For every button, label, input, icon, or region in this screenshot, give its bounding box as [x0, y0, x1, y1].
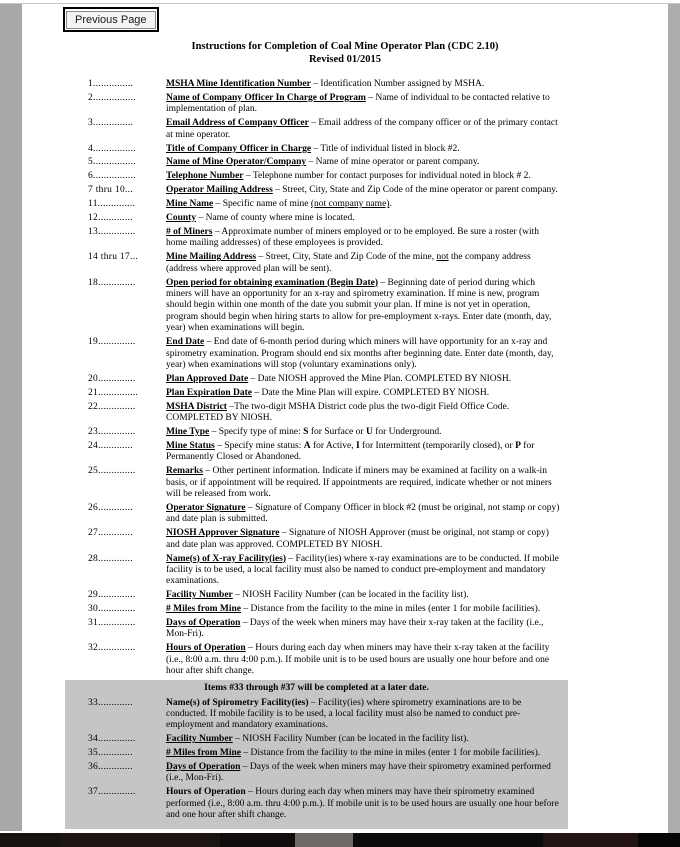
item-text: Mine Mailing Address – Street, City, State and Zip Code of the mine, not the company address (address where approved plan will be sent). — [166, 252, 531, 274]
item-number: 35............. — [88, 748, 133, 759]
item-term: Mine Status — [166, 440, 215, 451]
item-text: # Miles from Mine – Distance from the facility to the mine in miles (enter 1 for mobile facilities). — [166, 748, 541, 759]
instruction-list — [22, 79, 668, 678]
item-number: 32.............. — [88, 643, 136, 654]
item-text: Name of Company Officer In Charge of Program – Name of individual to be contacted relative to implementation of plan. — [166, 92, 550, 115]
item-term: Facility Number — [166, 734, 233, 745]
item-term: Operator Signature — [166, 502, 246, 513]
item-number: 23.............. — [88, 426, 136, 437]
item-term: MSHA Mine Identification Number — [166, 79, 311, 89]
item-number: 12............. — [88, 213, 133, 224]
item-term: Name of Mine Operator/Company — [166, 157, 307, 168]
later-instruction-list — [65, 698, 568, 822]
item-text: Name(s) of X-ray Facility(ies) – Facility(ies) where x-ray examinations are to be conducted. If mobile facility is to be used, a local facility must also be named to conduct pre-employment and mandatory examinations. — [166, 553, 559, 587]
later-date-section — [65, 680, 568, 829]
item-term: Email Address of Company Officer — [166, 118, 309, 129]
left-gutter — [0, 4, 22, 831]
item-text: # Miles from Mine – Distance from the facility to the mine in miles (enter 1 for mobile facilities). — [166, 604, 541, 615]
instruction-item — [88, 118, 560, 141]
instruction-item — [88, 503, 560, 526]
item-text: Open period for obtaining examination (Begin Date) – Beginning date of period during which miners will have an opportunity for an x-ray and spirometry examination. If mine is new, program should begin within one month of the date you submit your plan. If mine is not yet in operation, program should begin when hiring starts to allow for pre-employment x-rays. Enter date (month, day, year) when examinations will begin. — [166, 277, 552, 334]
item-number: 1............... — [88, 79, 134, 89]
bottom-strip-segment — [353, 833, 543, 847]
item-text: Plan Approved Date – Date NIOSH approved the Mine Plan. COMPLETED BY NIOSH. — [166, 373, 512, 384]
item-number: 6................ — [88, 171, 136, 182]
previous-page-button[interactable]: Previous Page — [66, 11, 156, 29]
item-number: 18.............. — [88, 277, 136, 288]
item-text: Hours of Operation – Hours during each day when miners may have their spirometry examined performed (i.e., 8:00 a.m. thru 4:00 p.m.). If mobile unit is to be used hours are usually one hour before and one hour after shift change. — [166, 787, 559, 821]
instruction-item — [88, 185, 560, 196]
item-term: Remarks — [166, 466, 203, 477]
item-text: Mine Name – Specific name of mine (not company name). — [166, 199, 392, 210]
item-term: Mine Mailing Address — [166, 252, 257, 263]
bottom-strip-segment — [60, 833, 220, 847]
item-term: Facility Number — [166, 590, 233, 601]
instruction-item — [88, 787, 560, 821]
item-number: 37.............. — [88, 787, 136, 798]
item-text: Email Address of Company Officer – Email address of the company officer or of the primary contact at mine operator. — [166, 118, 558, 140]
item-term: # of Miners — [166, 226, 213, 237]
item-text: Days of Operation – Days of the week when miners may have their x-ray taken at the facility (i.e., Mon-Fri). — [166, 618, 544, 640]
item-number: 28............. — [88, 553, 133, 564]
bottom-strip-segment — [220, 833, 295, 847]
item-text: Facility Number – NIOSH Facility Number (can be located in the facility list). — [166, 734, 469, 745]
item-number: 24............. — [88, 440, 133, 451]
item-term: # Miles from Mine — [166, 748, 242, 759]
item-number: 3............... — [88, 118, 134, 129]
instruction-item — [88, 278, 560, 335]
previous-page-button-focus-ring — [63, 7, 159, 32]
item-text: Mine Type – Specify type of mine: S for Surface or U for Underground. — [166, 426, 442, 437]
item-term: Plan Expiration Date — [166, 387, 253, 398]
instruction-item — [88, 618, 560, 641]
item-text: County – Name of county where mine is located. — [166, 213, 355, 224]
item-number: 34.............. — [88, 734, 136, 745]
item-number: 14 thru 17... — [88, 252, 139, 263]
item-term: Mine Name — [166, 199, 214, 210]
instruction-item — [88, 554, 560, 588]
item-number: 26............. — [88, 502, 133, 513]
item-term: Days of Operation — [166, 618, 241, 629]
instruction-item — [88, 734, 560, 745]
item-text: Telephone Number – Telephone number for contact purposes for individual noted in block # 2. — [166, 171, 531, 182]
item-number: 36............. — [88, 762, 133, 773]
item-text: NIOSH Approver Signature – Signature of NIOSH Approver (must be original, not stamp or copy) and date plan was approved. COMPLETED BY NIOSH. — [166, 528, 549, 550]
instruction-item — [88, 466, 560, 500]
item-number: 29.............. — [88, 590, 136, 601]
instruction-item — [88, 604, 560, 615]
item-term: Telephone Number — [166, 171, 244, 182]
document-subtitle: Revised 01/2015 — [308, 54, 382, 65]
bottom-strip-segment — [543, 833, 638, 847]
item-term: Operator Mailing Address — [166, 185, 273, 196]
right-gutter — [668, 4, 680, 838]
item-term: Hours of Operation — [166, 643, 246, 654]
instruction-item — [88, 93, 560, 116]
instruction-item — [88, 227, 560, 250]
item-number: 4................ — [88, 143, 136, 154]
item-number: 2................ — [88, 92, 136, 103]
instruction-item — [88, 199, 560, 210]
bottom-strip-segment — [638, 833, 680, 847]
item-number: 21............... — [88, 387, 139, 398]
item-text: Days of Operation – Days of the week when miners may have their spirometry examined performed (i.e., Mon-Fri). — [166, 762, 551, 784]
item-text: Plan Expiration Date – Date the Mine Plan will expire. COMPLETED BY NIOSH. — [166, 387, 490, 398]
item-term: Plan Approved Date — [166, 373, 249, 384]
item-text: # of Miners – Approximate number of miners employed or to be employed. Be sure a roster (with home mailing addresses) of these employees is provided. — [166, 226, 540, 249]
item-term: Days of Operation — [166, 762, 241, 773]
item-term: Mine Type — [166, 426, 210, 437]
instruction-item — [88, 79, 560, 90]
item-term: Name of Company Officer In Charge of Program — [166, 92, 366, 103]
item-number: 33............. — [88, 697, 133, 708]
document-page — [22, 4, 668, 833]
instruction-item — [88, 337, 560, 371]
item-text: MSHA Mine Identification Number – Identification Number assigned by MSHA. — [166, 79, 485, 89]
instruction-item — [88, 388, 560, 399]
item-number: 5................ — [88, 157, 136, 168]
item-term: End Date — [166, 337, 205, 348]
document-body — [22, 4, 668, 829]
item-text: MSHA District –The two-digit MSHA District code plus the two-digit Field Office Code. COMPLETED BY NIOSH. — [166, 401, 510, 424]
document-title: Instructions for Completion of Coal Mine Operator Plan (CDC 2.10) — [191, 41, 499, 52]
instruction-item — [88, 590, 560, 601]
item-number: 7 thru 10... — [88, 185, 134, 196]
item-text: Remarks – Other pertinent information. Indicate if miners may be examined at facility on a walk-in basis, or if appointment will be required. If appointments are required, indicate whether or not miners will be released from work. — [166, 466, 552, 499]
item-term: MSHA District — [166, 401, 227, 412]
bottom-strip-segment — [0, 833, 60, 847]
item-term: Title of Company Officer in Charge — [166, 143, 312, 154]
item-text: Facility Number – NIOSH Facility Number (can be located in the facility list). — [166, 590, 469, 601]
item-number: 11.............. — [88, 199, 136, 210]
instruction-item — [88, 402, 560, 425]
item-term: # Miles from Mine — [166, 604, 242, 615]
instruction-item — [88, 171, 560, 182]
item-number: 31.............. — [88, 618, 136, 629]
item-number: 25.............. — [88, 466, 136, 477]
bottom-strip-segment — [295, 833, 353, 847]
item-number: 19.............. — [88, 337, 136, 348]
item-text: End Date – End date of 6-month period during which miners will have opportunity for an x-ray and spirometry examination. Program should end six months after beginning date. Enter date (month, day, year) when examinations will stop (voluntary examinations only). — [166, 337, 554, 370]
instruction-item — [88, 213, 560, 224]
instruction-item — [88, 427, 560, 438]
item-term: Name(s) of X-ray Facility(ies) — [166, 553, 287, 564]
item-term: County — [166, 213, 197, 224]
instruction-item — [88, 374, 560, 385]
item-text: Name(s) of Spirometry Facility(ies) – Facility(ies) where spirometry examinations are to be conducted. If mobile facility is to be used, a local facility must also be named to conduct pre-employment and mandatory examinations. — [166, 697, 522, 731]
instruction-item — [88, 528, 560, 551]
item-number: 20.............. — [88, 373, 136, 384]
item-text: Operator Signature – Signature of Company Officer in block #2 (must be original, not stamp or copy) and date plan is submitted. — [166, 502, 560, 525]
item-term: NIOSH Approver Signature — [166, 528, 280, 539]
later-date-note: Items #33 through #37 will be completed at a later date. — [204, 683, 429, 694]
item-text: Title of Company Officer in Charge – Title of individual listed in block #2. — [166, 143, 460, 154]
bottom-desktop-strip — [0, 833, 680, 847]
instruction-item — [88, 762, 560, 785]
item-term: Name(s) of Spirometry Facility(ies) — [166, 697, 309, 708]
item-number: 30.............. — [88, 604, 136, 615]
item-text: Name of Mine Operator/Company – Name of mine operator or parent company. — [166, 157, 480, 168]
instruction-item — [88, 643, 560, 677]
instruction-item — [88, 748, 560, 759]
item-number: 27............. — [88, 528, 133, 539]
item-text: Hours of Operation – Hours during each day when miners may have their x-ray taken at the facility (i.e., 8:00 a.m. thru 4:00 p.m.). If mobile unit is to be used hours are usually one hour before and one hour after shift change. — [166, 643, 550, 677]
instruction-item — [88, 144, 560, 155]
instruction-item — [88, 157, 560, 168]
item-number: 13.............. — [88, 226, 136, 237]
item-number: 22.............. — [88, 401, 136, 412]
item-text: Mine Status – Specify mine status: A for Active, I for Intermittent (temporarily closed), or P for Permanently Closed or Abandoned. — [166, 440, 535, 463]
item-term: Hours of Operation — [166, 787, 246, 798]
item-text: Operator Mailing Address – Street, City, State and Zip Code of the mine operator or parent company. — [166, 185, 558, 196]
item-term: Open period for obtaining examination (Begin Date) — [166, 277, 378, 288]
instruction-item — [88, 698, 560, 732]
instruction-item — [88, 441, 560, 464]
instruction-item — [88, 252, 560, 275]
